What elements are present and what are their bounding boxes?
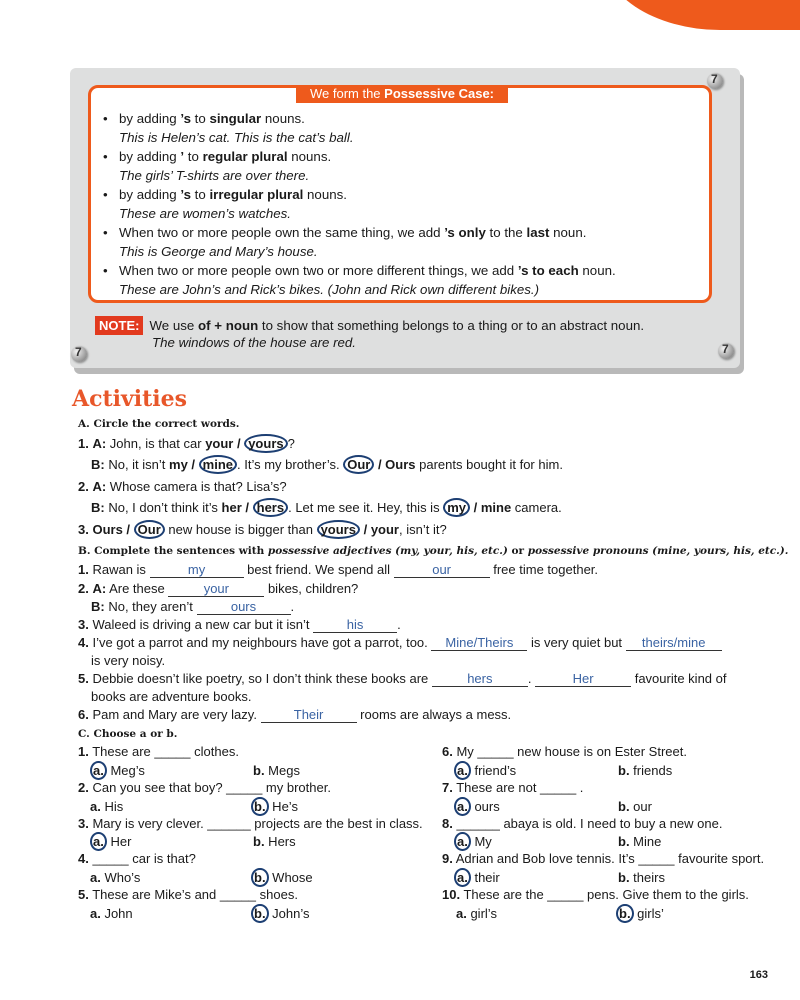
c-option-a[interactable]: a. their <box>454 870 500 885</box>
answer-circle[interactable]: b. <box>251 797 269 816</box>
b-line-3: B: No, they aren’t ours . <box>91 599 295 614</box>
c-option-a[interactable]: a. Meg’s <box>90 763 145 778</box>
rule-item: • by adding ’s to irregular plural nouns. These are women’s watches. <box>101 185 699 223</box>
answer-circle[interactable]: a. <box>90 832 107 851</box>
answer-blank[interactable]: Her <box>535 672 631 687</box>
c-option-b[interactable]: b. John’s <box>251 906 310 921</box>
answer-blank[interactable]: his <box>313 618 397 633</box>
c-option-a[interactable]: a. Who’s <box>90 870 141 885</box>
answer-circle[interactable]: Our <box>343 455 374 474</box>
c-option-a[interactable]: a. My <box>454 834 492 849</box>
rule-box <box>88 85 712 303</box>
answer-circle[interactable]: a. <box>454 868 471 887</box>
section-b-heading: B. Complete the sentences with possessive adjectives (my, your, his, etc.) or possessive pronouns (mine, yours, his, etc.). <box>78 545 789 557</box>
c-option-a[interactable]: a. John <box>90 906 133 921</box>
note-tag: NOTE: <box>95 316 143 335</box>
c-question: 4. _____ car is that? <box>78 851 196 866</box>
answer-blank[interactable]: Mine/Theirs <box>431 636 527 651</box>
corner-decoration <box>600 0 800 30</box>
rule-item: • When two or more people own the same thing, we add ’s only to the last noun. This is George and Mary’s house. <box>101 223 699 261</box>
c-option-b[interactable]: b. theirs <box>618 870 665 885</box>
b-line-7: 6. Pam and Mary are very lazy. Their rooms are always a mess. <box>78 707 512 722</box>
c-option-a[interactable]: a. Her <box>90 834 131 849</box>
c-question: 8. ______ abaya is old. I need to buy a new one. <box>442 816 723 831</box>
note-example: The windows of the house are red. <box>152 335 357 350</box>
a-line-2: B: No, it isn’t my / mine . It’s my brother’s. Our / Ours parents bought it for him. <box>91 457 563 472</box>
c-question: 5. These are Mike’s and _____ shoes. <box>78 887 298 902</box>
answer-circle[interactable]: a. <box>454 761 471 780</box>
pin-icon <box>718 343 734 359</box>
c-option-b[interactable]: b. He’s <box>251 799 298 814</box>
answer-circle[interactable]: mine <box>199 455 237 474</box>
c-option-a[interactable]: a. friend’s <box>454 763 516 778</box>
pin-icon <box>707 73 723 89</box>
a-line-1: 1. A: John, is that car your / yours ? <box>78 436 295 451</box>
c-option-b[interactable]: b. our <box>618 799 652 814</box>
answer-circle[interactable]: yours <box>317 520 360 539</box>
answer-circle[interactable]: b. <box>251 904 269 923</box>
answer-blank[interactable]: your <box>168 582 264 597</box>
c-option-a[interactable]: a. ours <box>454 799 500 814</box>
activities-title: Activities <box>72 386 188 412</box>
c-question: 9. Adrian and Bob love tennis. It’s _____ favourite sport. <box>442 851 765 866</box>
answer-circle[interactable]: Our <box>134 520 165 539</box>
c-option-a[interactable]: a. His <box>90 799 124 814</box>
answer-circle[interactable]: b. <box>616 904 634 923</box>
answer-circle[interactable]: hers <box>253 498 288 517</box>
rule-item: • by adding ’s to singular nouns. This is Helen’s cat. This is the cat’s ball. <box>101 109 699 147</box>
rule-title: We form the Possessive Case: <box>296 85 508 103</box>
section-c-heading: C. Choose a or b. <box>78 728 178 740</box>
c-option-b[interactable]: b. Megs <box>253 763 300 778</box>
rule-item: • When two or more people own two or more different things, we add ’s to each noun. These are John’s and Rick’s bikes. (John and Rick own different bikes.) <box>101 261 699 299</box>
note: NOTE: We use of + noun to show that something belongs to a thing or to an abstract noun. <box>95 316 644 335</box>
answer-blank[interactable]: ours <box>197 600 291 615</box>
a-line-5: 3. Ours / Our new house is bigger than yours / your, isn’t it? <box>78 522 447 537</box>
rule-item: • by adding ’ to regular plural nouns. The girls’ T-shirts are over there. <box>101 147 699 185</box>
answer-blank[interactable]: hers <box>432 672 528 687</box>
answer-blank[interactable]: our <box>394 563 490 578</box>
c-option-b[interactable]: b. girls’ <box>616 906 664 921</box>
pin-icon <box>71 346 87 362</box>
b-line-5b: is very noisy. <box>91 653 166 668</box>
answer-circle[interactable]: yours <box>244 434 287 453</box>
c-option-b[interactable]: b. Hers <box>253 834 296 849</box>
c-question: 7. These are not _____ . <box>442 780 584 795</box>
answer-blank[interactable]: Their <box>261 708 357 723</box>
c-question: 10. These are the _____ pens. Give them to the girls. <box>442 887 749 902</box>
c-option-a[interactable]: a. girl’s <box>456 906 497 921</box>
b-line-2: 2. A: Are these your bikes, children? <box>78 581 359 596</box>
b-line-6: 5. Debbie doesn’t like poetry, so I don’t think these books are hers . Her favourite kind of <box>78 671 727 686</box>
a-line-4: B: No, I don’t think it’s her / hers . Let me see it. Hey, this is my / mine camera. <box>91 500 562 515</box>
answer-blank[interactable]: my <box>150 563 244 578</box>
c-question: 1. These are _____ clothes. <box>78 744 239 759</box>
c-question: 2. Can you see that boy? _____ my brother. <box>78 780 331 795</box>
a-line-3: 2. A: Whose camera is that? Lisa’s? <box>78 479 287 494</box>
rule-list <box>101 109 699 299</box>
b-line-5: 4. I’ve got a parrot and my neighbours have got a parrot, too. Mine/Theirs is very quiet but theirs/mine <box>78 635 722 651</box>
answer-circle[interactable]: a. <box>454 832 471 851</box>
section-a-heading: A. Circle the correct words. <box>78 418 240 430</box>
b-line-1: 1. Rawan is my best friend. We spend all our free time together. <box>78 562 599 577</box>
b-line-6b: books are adventure books. <box>91 689 252 704</box>
c-option-b[interactable]: b. Whose <box>251 870 313 885</box>
c-option-b[interactable]: b. Mine <box>618 834 662 849</box>
answer-circle[interactable]: my <box>443 498 470 517</box>
c-option-b[interactable]: b. friends <box>618 763 673 778</box>
answer-circle[interactable]: a. <box>454 797 471 816</box>
c-question: 6. My _____ new house is on Ester Street. <box>442 744 687 759</box>
c-question: 3. Mary is very clever. ______ projects are the best in class. <box>78 816 423 831</box>
answer-circle[interactable]: a. <box>90 761 107 780</box>
answer-circle[interactable]: b. <box>251 868 269 887</box>
b-line-4: 3. Waleed is driving a new car but it isn’t his . <box>78 617 401 632</box>
answer-blank[interactable]: theirs/mine <box>626 636 722 651</box>
page-number: 163 <box>749 969 768 981</box>
